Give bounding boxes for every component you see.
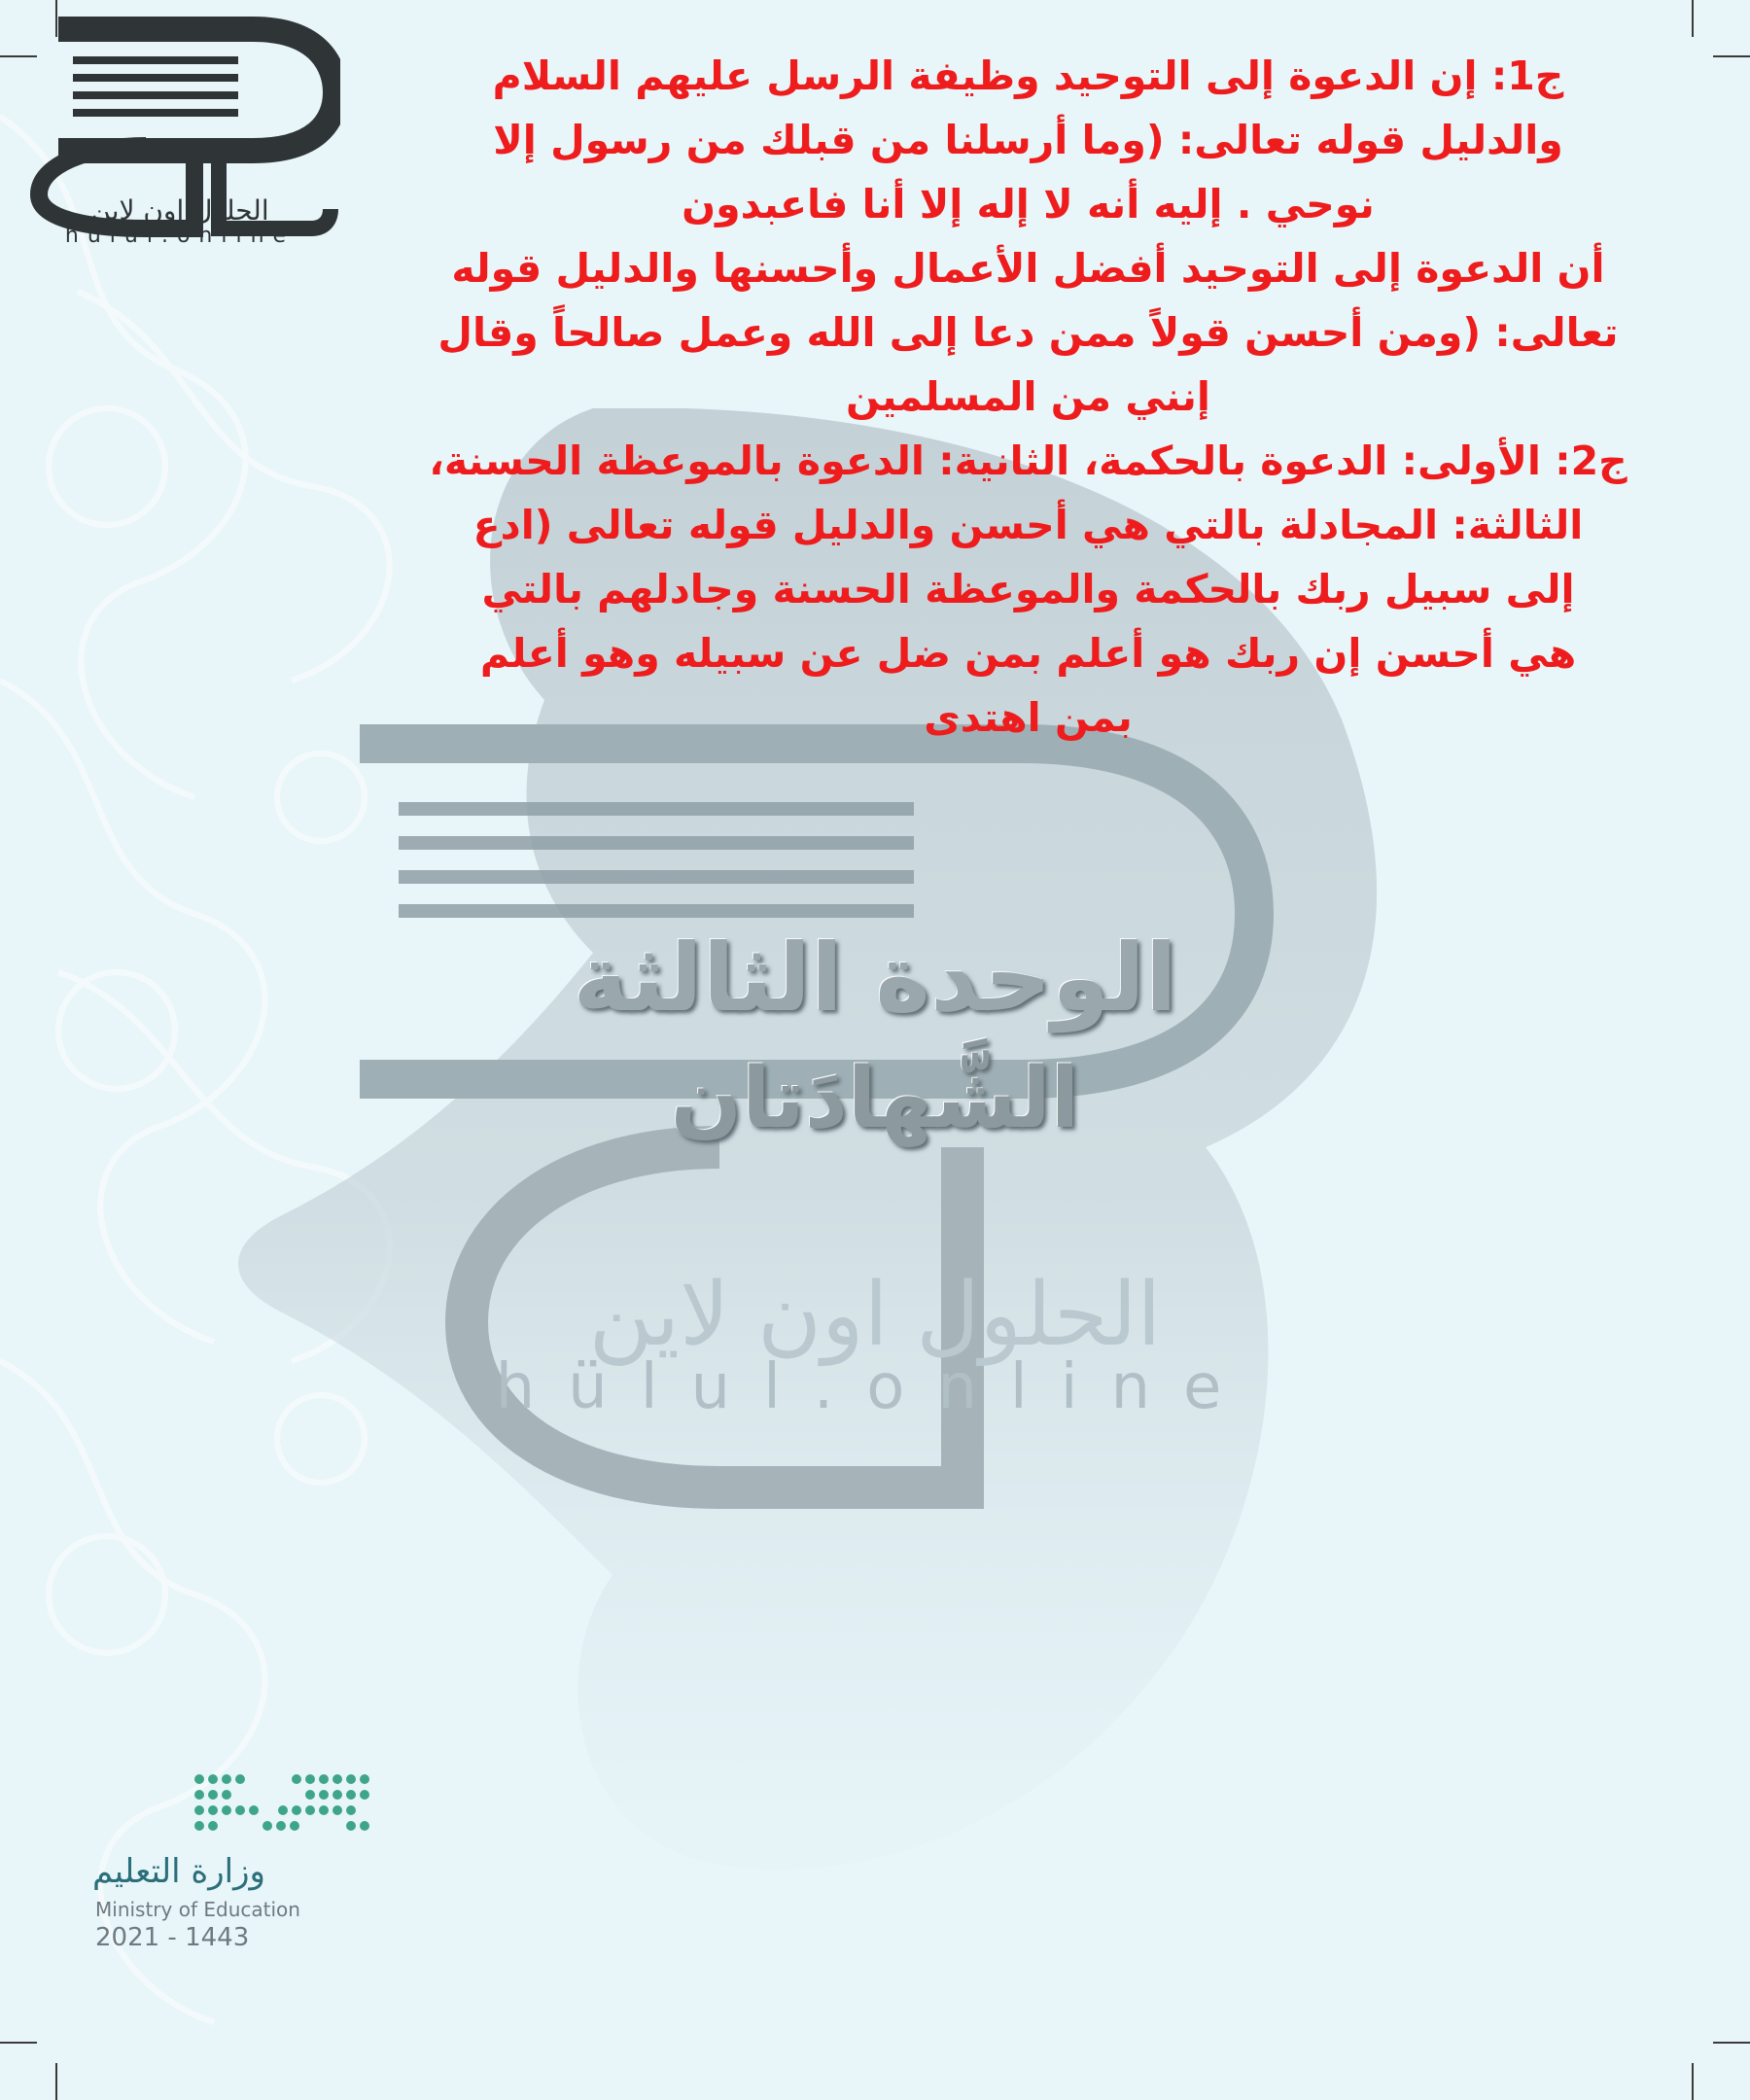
logo-arabic-name: الحلول اون لاين (90, 194, 269, 227)
answer-line: هي أحسن إن ربك هو أعلم بمن ضل عن سبيله وهو أعلم (479, 630, 1577, 677)
answer-line: ج2: الأولى: الدعوة بالحكمة، الثانية: الدعوة بالموعظة الحسنة، (429, 438, 1628, 484)
crop-mark (1713, 55, 1750, 57)
answer-line: بمن اهتدى (924, 694, 1133, 741)
answer-line: تعالى: (ومن أحسن قولاً ممن دعا إلى الله وعمل صالحاً وقال (438, 309, 1619, 356)
watermark-brand-english: hülul.online (495, 1351, 1255, 1423)
crop-mark (55, 2063, 57, 2100)
logo-english-name: hülul.online (64, 224, 296, 248)
watermark-brand-arabic: الحلول اون لاين (588, 1264, 1162, 1366)
answer-line: الثالثة: المجادلة بالتي هي أحسن والدليل قوله تعالى (ادع (472, 502, 1584, 548)
ministry-arabic: وزارة التعليم (92, 1852, 265, 1891)
answer-line: ج1: إن الدعوة إلى التوحيد وظيفة الرسل عليهم السلام (492, 52, 1564, 99)
crop-mark (0, 55, 37, 57)
crop-mark (0, 2042, 37, 2044)
crop-mark (1692, 0, 1694, 37)
ministry-english: Ministry of Education (95, 1898, 300, 1921)
ministry-year: 2021 - 1443 (95, 1923, 250, 1952)
answer-line: نوحي . إليه أنه لا إله إلا أنا فاعبدون (682, 181, 1375, 228)
crop-mark (1713, 2042, 1750, 2044)
crop-mark (1692, 2063, 1694, 2100)
answer-line: أن الدعوة إلى التوحيد أفضل الأعمال وأحسنها والدليل قوله (451, 245, 1605, 292)
answer-line: إلى سبيل ربك بالحكمة والموعظة الحسنة وجادلهم بالتي (481, 566, 1575, 612)
crop-mark (55, 0, 57, 37)
answer-line: إنني من المسلمين (845, 373, 1210, 420)
unit-title: الوحدة الثالثة (573, 924, 1177, 1032)
answer-line: والدليل قوله تعالى: (وما أرسلنا من قبلك من رسول إلا (493, 117, 1563, 163)
answers-block (374, 44, 1682, 750)
unit-subtitle: الشَّهادَتان (670, 1050, 1080, 1147)
